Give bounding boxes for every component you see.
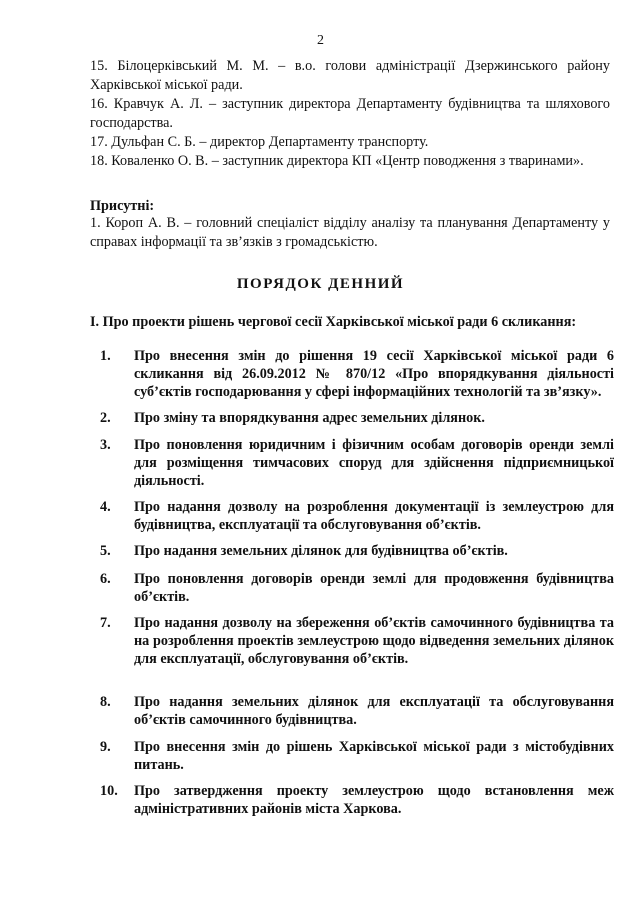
- agenda-item-number: 1.: [100, 348, 111, 364]
- agenda-title: ПОРЯДОК ДЕННИЙ: [236, 276, 405, 292]
- agenda-item-number: 2.: [100, 410, 111, 426]
- agenda-item-number: 7.: [100, 615, 111, 631]
- agenda-item-text: Про внесення змін до рішень Харківської міської ради з містобудівних питань.: [134, 739, 614, 773]
- member-entry-16: 16. Кравчук А. Л. – заступник директора Департаменту будівництва та шляхового господарства.: [90, 96, 610, 131]
- agenda-item-number: 10.: [100, 783, 118, 799]
- agenda-item-text: Про внесення змін до рішення 19 сесії Харківської міської ради 6 скликання від 26.09.2012 № 870/12 «Про впорядкування діяльності суб’єктів господарювання у сфері інформаційних технологій та зв’язку».: [134, 348, 614, 400]
- agenda-item-number: 5.: [100, 543, 111, 559]
- agenda-item-text: Про затвердження проекту землеустрою щодо встановлення меж адміністративних районів міста Харкова.: [134, 783, 614, 817]
- agenda-section-title: I. Про проекти рішень чергової сесії Харківської міської ради 6 скликання:: [90, 314, 577, 330]
- page-number: 2: [317, 33, 324, 48]
- member-entry-18: 18. Коваленко О. В. – заступник директора КП «Центр поводження з тваринами».: [90, 153, 584, 169]
- present-entry-1: 1. Короп А. В. – головний спеціаліст відділу аналізу та планування Департаменту у справах інформації та зв’язків з громадськістю.: [90, 215, 610, 250]
- agenda-item-text: Про поновлення юридичним і фізичним особам договорів оренди землі для розміщення тимчасових споруд для здійснення підприємницької діяльності.: [134, 437, 614, 489]
- agenda-item-text: Про надання земельних ділянок для будівництва об’єктів.: [134, 543, 508, 559]
- agenda-item-text: Про надання дозволу на збереження об’єктів самочинного будівництва та на розроблення проектів землеустрою щодо відведення земельних ділянок для експлуатації, обслуговування об’єктів.: [134, 615, 614, 667]
- agenda-item-text: Про надання земельних ділянок для експлуатації та обслуговування об’єктів самочинного будівництва.: [134, 694, 614, 728]
- present-heading: Присутні:: [90, 198, 155, 214]
- agenda-item-text: Про зміну та впорядкування адрес земельних ділянок.: [134, 410, 485, 426]
- agenda-item-number: 9.: [100, 739, 111, 755]
- agenda-item-text: Про поновлення договорів оренди землі для продовження будівництва об’єктів.: [134, 571, 614, 605]
- agenda-item-number: 3.: [100, 437, 111, 453]
- agenda-item-number: 4.: [100, 499, 111, 515]
- member-entry-17: 17. Дульфан С. Б. – директор Департаменту транспорту.: [90, 134, 429, 150]
- agenda-item-text: Про надання дозволу на розроблення документації із землеустрою для будівництва, експлуатації та обслуговування об’єктів.: [134, 499, 614, 533]
- agenda-item-number: 6.: [100, 571, 111, 587]
- member-entry-15: 15. Білоцерківський М. М. – в.о. голови адміністрації Дзержинського району Харківської міської ради.: [90, 58, 610, 93]
- agenda-item-number: 8.: [100, 694, 111, 710]
